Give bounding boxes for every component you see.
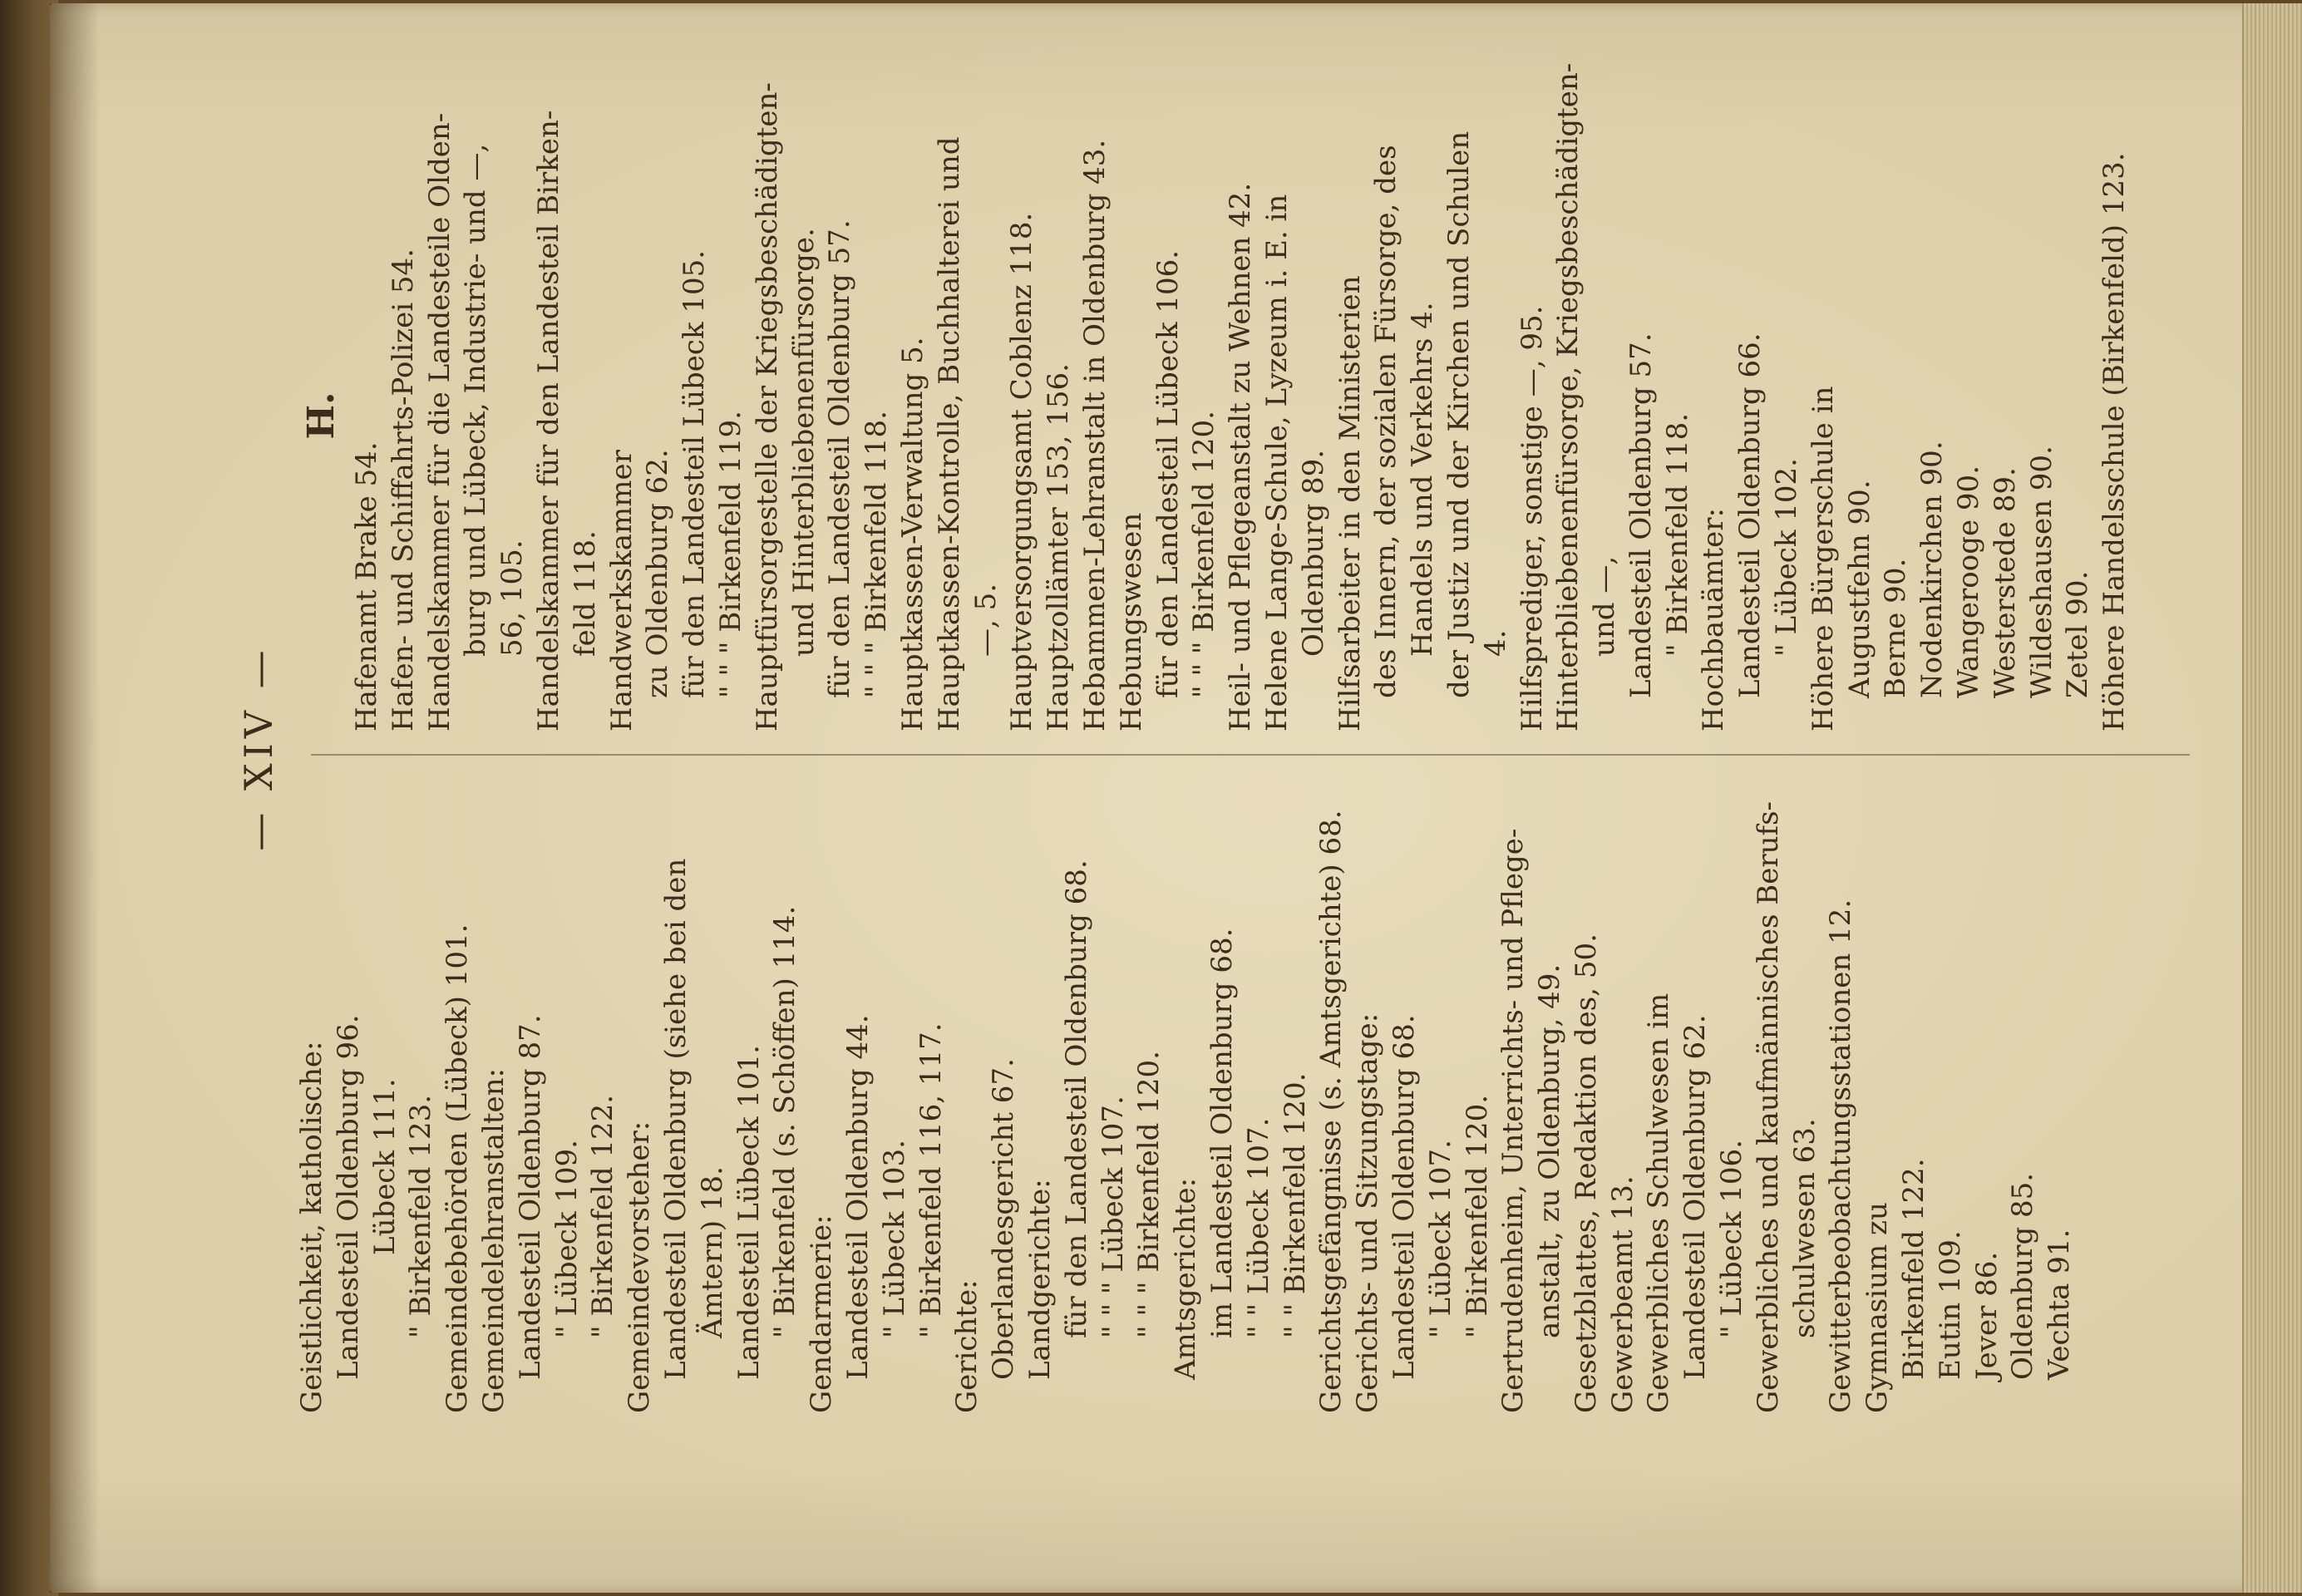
index-entry: Handelskammer für den Landesteil Birken- [531,110,565,732]
index-entry: " Birkenfeld (s. Schöffen) 114. [768,905,802,1338]
index-entry: Amtsgerichte: [1169,1177,1203,1380]
index-entry: " " " Birkenfeld 120. [1132,1051,1166,1338]
index-entry: " Birkenfeld 120. [1460,1094,1494,1338]
index-entry: Landgerichte: [1023,1179,1057,1380]
index-entry: Landesteil Oldenburg 66. [1733,332,1767,698]
index-entry: der Justiz und der Kirchen und Schulen [1442,131,1476,698]
index-entry: Handelskammer für die Landesteile Olden- [422,112,456,732]
section-letter: H. [300,392,343,440]
index-entry: " Lübeck 103. [877,1140,911,1338]
index-entry: " " " Birkenfeld 119. [713,411,747,698]
right-index-column [294,62,2133,732]
index-entry: Landesteil Oldenburg 87. [513,1014,547,1380]
index-entry: Gerichtsgefängnisse (s. Amtsgerichte) 68. [1314,810,1348,1413]
index-entry: Hinterbliebenenfürsorge, Kriegsbeschädigten- [1551,62,1585,732]
index-entry: Handwerkskammer [604,450,638,732]
index-entry: Vechta 91. [2043,1229,2077,1380]
page-number: — XIV — [236,645,281,851]
index-entry: Oldenburg 89. [1296,449,1330,657]
index-entry: Gerichte: [950,1279,984,1413]
index-entry: Jever 86. [1969,1251,2004,1380]
index-entry: für den Landesteil Oldenburg 57. [823,219,857,698]
index-entry: " " " Birkenfeld 120. [1187,411,1221,698]
index-entry: Heil- und Pflegeanstalt zu Wehnen 42. [1224,182,1258,732]
index-entry: und Hinterbliebenenfürsorge. [786,228,821,657]
index-entry: Birkenfeld 122. [1897,1158,1931,1380]
index-entry: burg und Lübeck, Industrie- und —, [459,143,493,657]
index-entry: Gewerbeamt 13. [1605,1175,1639,1413]
index-entry: Hauptversorgungsamt Coblenz 118. [1005,212,1039,732]
index-entry: Oldenburg 85. [2006,1172,2040,1380]
index-entry: Gemeindebehörden (Lübeck) 101. [441,924,475,1413]
index-entry: Gesetzblattes, Redaktion des, 50. [1569,933,1603,1413]
index-entry: Hilfsprediger, sonstige —, 95. [1515,305,1549,732]
index-entry: Ämtern) 18. [695,1166,729,1338]
index-entry: feld 118. [568,530,602,657]
index-entry: Berne 90. [1879,558,1913,698]
index-entry: Augustfehn 90. [1842,480,1876,698]
index-entry: " " Lübeck 107. [1241,1117,1275,1338]
index-entry: " Lübeck 102. [1770,458,1804,657]
index-entry: " Birkenfeld 118. [1660,412,1694,657]
index-entry: " Lübeck 109. [550,1140,584,1338]
index-entry: Handels und Verkehrs 4. [1406,302,1440,657]
index-entry: Landesteil Oldenburg 62. [1678,1014,1713,1380]
index-entry: Gerichts- und Sitzungstage: [1351,1012,1385,1413]
index-entry: Landesteil Lübeck 101. [732,1045,766,1380]
index-entry: " " " Lübeck 107. [1096,1096,1130,1338]
index-entry: Gymnasium zu [1861,1202,1895,1413]
index-entry: anstalt, zu Oldenburg, 49. [1533,963,1567,1338]
page-edges [2242,3,2302,1593]
index-entry: " Birkenfeld 122. [586,1094,620,1338]
index-entry: " Birkenfeld 116, 117. [914,1022,948,1338]
index-entry: Hochbauämter: [1697,508,1731,732]
index-entry: und —, [1588,555,1622,657]
index-entry: " " " Birkenfeld 118. [860,411,894,698]
index-entry: Gewerbliches und kaufmännisches Berufs- [1751,800,1785,1413]
index-entry: Landesteil Oldenburg 57. [1624,332,1658,698]
index-entry: Wildeshausen 90. [2024,446,2058,698]
index-entry: Westerstede 89. [1988,467,2022,698]
gutter-shadow [50,3,100,1593]
index-entry: Helene Lange-Schule, Lyzeum i. E. in [1259,194,1294,732]
index-entry: Nodenkirchen 90. [1915,441,1950,698]
index-entry: des Innern, der sozialen Fürsorge, des [1369,145,1403,698]
index-entry: Oberlandesgericht 67. [987,1058,1021,1380]
index-entry: für den Landesteil Lübeck 106. [1151,249,1185,698]
index-entry: Hauptkassen-Verwaltung 5. [895,337,929,732]
left-index-column [294,781,2078,1413]
index-entry: " Birkenfeld 123. [404,1094,438,1338]
index-entry: zu Oldenburg 62. [641,449,675,698]
index-entry: Gendarmerie: [805,1214,839,1413]
rotated-text-block [236,62,2198,1413]
index-entry: Höhere Bürgerschule in [1806,386,1840,732]
index-entry: Landesteil Oldenburg 96. [331,1014,365,1380]
index-entry: Zetel 90. [2061,570,2095,698]
index-entry: 4. [1478,629,1512,657]
index-entry: " Lübeck 106. [1715,1140,1749,1338]
index-entry: Hafenamt Brake 54. [350,441,383,732]
index-entry: Hilfsarbeiter in den Ministerien [1333,275,1367,732]
index-entry: für den Landesteil Oldenburg 68. [1059,860,1093,1338]
index-entry: 56, 105. [495,539,530,657]
index-entry: schulwesen 63. [1787,1118,1821,1338]
index-entry: Gewerbliches Schulwesen im [1642,993,1676,1413]
index-entry: Hebungswesen [1114,512,1148,732]
index-entry: Gemeindevorsteher: [623,1121,657,1413]
index-entry: Höhere Handelsschule (Birkenfeld) 123. [2097,152,2132,732]
index-entry: Landesteil Oldenburg (siehe bei den [658,858,693,1380]
index-entry: für den Landesteil Lübeck 105. [678,249,712,698]
index-entry: Wangerooge 90. [1952,465,1986,698]
index-entry: Hebammen-Lehranstalt in Oldenburg 43. [1077,139,1112,732]
index-entry: im Landesteil Oldenburg 68. [1205,928,1239,1338]
column-divider [311,754,2190,756]
index-entry: Hauptkassen-Kontrolle, Buchhalterei und [932,136,966,732]
index-entry: Gemeindelehranstalten: [476,1067,510,1413]
index-entry: Lübeck 111. [367,1078,402,1255]
index-entry: —, 5. [969,583,1003,657]
index-entry: Hauptzollämter 153, 156. [1042,363,1076,732]
index-entry: Gewitterbeobachtungsstationen 12. [1824,899,1858,1413]
index-entry: Landesteil Oldenburg 44. [840,1014,875,1380]
index-entry: Hauptfürsorgestelle der Kriegsbeschädigten- [750,82,784,732]
index-entry: Gertrudenheim, Unterrichts- und Pflege- [1496,828,1531,1413]
index-entry: Landesteil Oldenburg 68. [1387,1014,1421,1380]
index-entry: Eutin 109. [1933,1230,1967,1380]
index-entry: " " Birkenfeld 120. [1278,1072,1312,1338]
index-entry: Geistlichkeit, katholische: [295,1041,328,1413]
index-entry: " Lübeck 107. [1423,1140,1457,1338]
index-entry: Hafen- und Schiffahrts-Polizei 54. [386,249,420,732]
